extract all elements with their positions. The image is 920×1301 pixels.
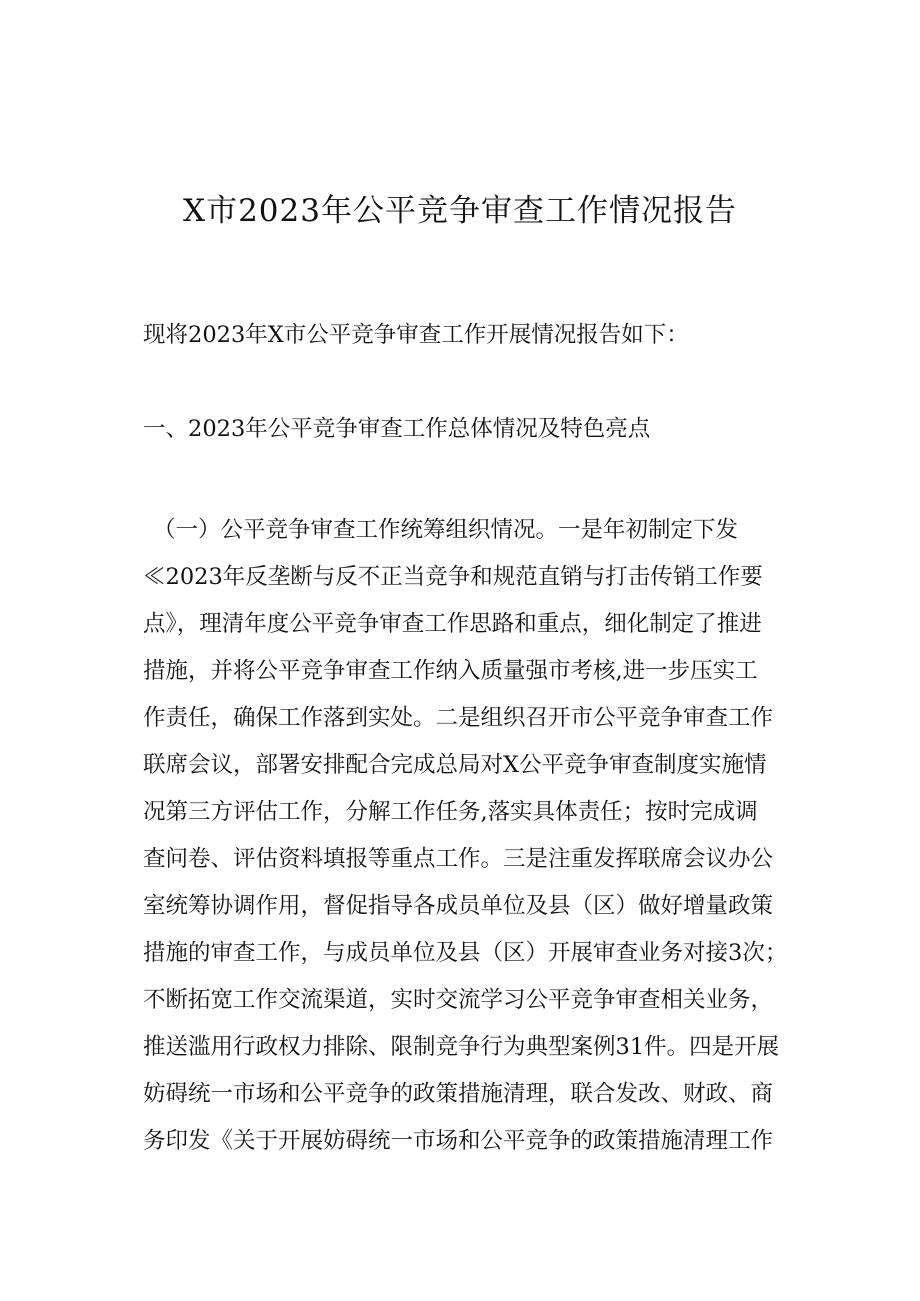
- body-line: 务印发《关于开展妨碍统一市场和公平竞争的政策措施清理工作: [143, 1128, 774, 1154]
- body-line: 措施的审查工作，与成员单位及县（区）开展审查业务对接3次；: [143, 940, 788, 966]
- body-paragraph: [143, 507, 788, 1165]
- body-line: 不断拓宽工作交流渠道，实时交流学习公平竞争审查相关业务，: [143, 987, 774, 1013]
- body-line: 妨碍统一市场和公平竞争的政策措施清理，联合发改、财政、商: [143, 1081, 774, 1107]
- intro-paragraph: 现将2023年X市公平竞争审查工作开展情况报告如下：: [143, 322, 689, 348]
- body-line: （一）公平竞争审查工作统筹组织情况。一是年初制定下发: [153, 517, 739, 543]
- document-title: X市2023年公平竞争审查工作情况报告: [183, 193, 737, 229]
- body-line: 联席会议，部署安排配合完成总局对X公平竞争审查制度实施情: [143, 752, 767, 778]
- body-line: 作责任，确保工作落到实处。二是组织召开市公平竞争审查工作: [143, 705, 774, 731]
- section-heading: 一、2023年公平竞争审查工作总体情况及特色亮点: [143, 416, 651, 442]
- body-line: 措施，并将公平竞争审查工作纳入质量强市考核,进一步压实工: [143, 658, 758, 684]
- body-line: ≪2023年反垄断与反不正当竞争和规范直销与打击传销工作要: [143, 564, 763, 590]
- body-line: 室统筹协调作用，督促指导各成员单位及县（区）做好增量政策: [143, 893, 774, 919]
- body-line: 推送滥用行政权力排除、限制竞争行为典型案例31件。四是开展: [143, 1034, 780, 1060]
- body-line: 查问卷、评估资料填报等重点工作。三是注重发挥联席会议办公: [143, 846, 774, 872]
- body-line: 点》，理清年度公平竞争审查工作思路和重点，细化制定了推进: [143, 611, 762, 637]
- body-line: 况第三方评估工作，分解工作任务,落实具体责任；按时完成调: [143, 799, 758, 825]
